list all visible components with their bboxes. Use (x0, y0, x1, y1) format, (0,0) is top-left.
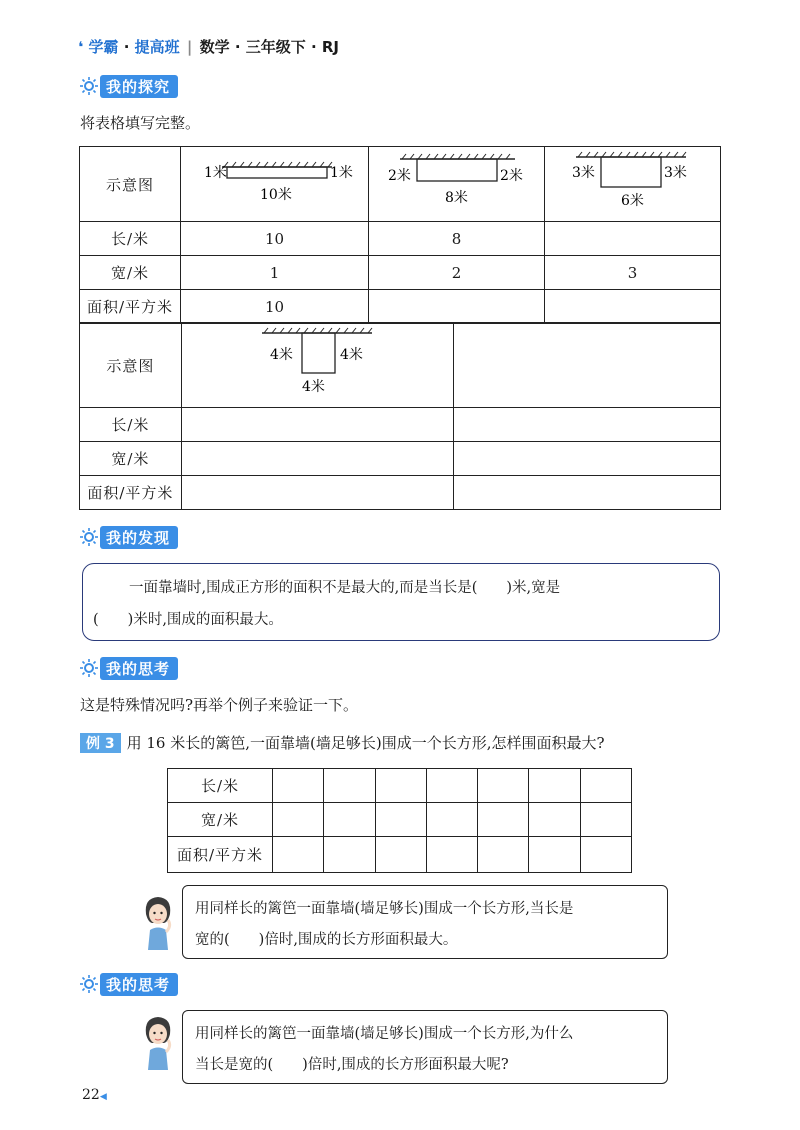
fence-diagram-3 (546, 147, 720, 217)
lightbulb-icon (80, 659, 98, 677)
width-cell-5[interactable] (453, 442, 720, 476)
fence-diagram-1 (182, 147, 368, 217)
ex-width-cell[interactable] (580, 803, 631, 837)
page-marker-icon: ◀ (99, 1092, 107, 1102)
ex-area-cell[interactable] (375, 837, 426, 873)
diagram-cell-2 (369, 147, 545, 222)
ex-length-cell[interactable] (375, 769, 426, 803)
ex-length-cell[interactable] (273, 769, 324, 803)
girl-character-icon (138, 892, 178, 952)
ex-width-cell[interactable] (375, 803, 426, 837)
section-discover (80, 526, 178, 548)
fence-diagram-2 (370, 147, 544, 217)
area-cell-1: 10 (181, 290, 369, 324)
section-think-1 (80, 657, 178, 679)
bubble-2-line-2: 当长是宽的( )倍时,围成的长方形面积最大呢? (195, 1057, 509, 1073)
lightbulb-icon (80, 975, 98, 993)
svg-text:1米: 1米 (329, 165, 353, 181)
table-exploration-2 (79, 322, 721, 510)
example-text: 用 16 米长的篱笆,一面靠墙(墙足够长)围成一个长方形,怎样围面积最大? (126, 734, 605, 752)
diagram-cell-5[interactable] (453, 323, 720, 408)
ex-width-cell[interactable] (426, 803, 477, 837)
speech-bubble-1 (182, 885, 668, 959)
svg-text:3米: 3米 (663, 165, 687, 181)
section-think-2-label: 我的思考 (100, 973, 178, 996)
length-cell-3[interactable] (545, 222, 721, 256)
page-header (78, 36, 339, 57)
section-think-1-label: 我的思考 (100, 657, 178, 680)
page-number (82, 1087, 107, 1103)
width-cell-3: 3 (545, 256, 721, 290)
svg-text:3米: 3米 (571, 165, 595, 181)
width-cell-4[interactable] (181, 442, 453, 476)
ex-area-cell[interactable] (580, 837, 631, 873)
page-number-value: 22 (82, 1087, 100, 1103)
header-sub: 提高班 (134, 38, 180, 56)
row-label-area: 面积/平方米 (80, 290, 181, 324)
ex-length-cell[interactable] (580, 769, 631, 803)
example-tag: 例 3 (80, 733, 121, 753)
discovery-line-1: 一面靠墙时,围成正方形的面积不是最大的,而是当长是( )米,宽是 (129, 580, 561, 596)
ex-row-label-area: 面积/平方米 (168, 837, 273, 873)
svg-text:4米: 4米 (340, 347, 364, 363)
area-cell-3[interactable] (545, 290, 721, 324)
row-label-diagram: 示意图 (80, 147, 181, 222)
question-text: 这是特殊情况吗?再举个例子来验证一下。 (80, 696, 359, 714)
ex-area-cell[interactable] (324, 837, 375, 873)
row-label-diagram-2: 示意图 (80, 323, 182, 408)
discovery-line-2: ( )米时,围成的面积最大。 (93, 612, 283, 628)
ex-length-cell[interactable] (426, 769, 477, 803)
header-dot: · (123, 38, 130, 56)
width-cell-1: 1 (181, 256, 369, 290)
ex-length-cell[interactable] (478, 769, 529, 803)
header-separator: | (186, 38, 193, 56)
bubble-1-line-1: 用同样长的篱笆一面靠墙(墙足够长)围成一个长方形,当长是 (195, 901, 574, 917)
lightbulb-icon (80, 77, 98, 95)
table-exploration-1 (79, 146, 721, 324)
section-think-2 (80, 973, 178, 995)
svg-text:2米: 2米 (387, 168, 411, 184)
discovery-box (82, 563, 720, 641)
length-cell-5[interactable] (453, 408, 720, 442)
area-cell-2[interactable] (369, 290, 545, 324)
svg-text:8米: 8米 (444, 190, 468, 206)
length-cell-1: 10 (181, 222, 369, 256)
instruction-text: 将表格填写完整。 (80, 114, 201, 132)
length-cell-4[interactable] (181, 408, 453, 442)
diagram-cell-1 (181, 147, 369, 222)
row-label-width-2: 宽/米 (80, 442, 182, 476)
row-label-area-2: 面积/平方米 (80, 476, 182, 510)
ex-length-cell[interactable] (324, 769, 375, 803)
speech-bubble-2 (182, 1010, 668, 1084)
width-cell-2: 2 (369, 256, 545, 290)
row-label-length: 长/米 (80, 222, 181, 256)
area-cell-4[interactable] (181, 476, 453, 510)
girl-character-icon (138, 1012, 178, 1072)
ex-area-cell[interactable] (529, 837, 580, 873)
table-example-3 (167, 768, 632, 873)
svg-text:4米: 4米 (270, 347, 294, 363)
svg-text:4米: 4米 (302, 379, 326, 395)
fence-diagram-4 (182, 323, 452, 403)
ex-width-cell[interactable] (478, 803, 529, 837)
svg-text:6米: 6米 (620, 193, 644, 209)
header-subject: 数学 · 三年级下 · RJ (199, 38, 340, 56)
ex-length-cell[interactable] (529, 769, 580, 803)
ex-area-cell[interactable] (273, 837, 324, 873)
section-explore-label: 我的探究 (100, 75, 178, 98)
ex-width-cell[interactable] (273, 803, 324, 837)
bubble-1-line-2: 宽的( )倍时,围成的长方形面积最大。 (195, 932, 458, 948)
ex-row-label-length: 长/米 (168, 769, 273, 803)
bubble-2-line-1: 用同样长的篱笆一面靠墙(墙足够长)围成一个长方形,为什么 (195, 1026, 574, 1042)
example-3 (80, 732, 605, 753)
svg-text:2米: 2米 (499, 168, 523, 184)
row-label-length-2: 长/米 (80, 408, 182, 442)
lightbulb-icon (80, 528, 98, 546)
ex-width-cell[interactable] (529, 803, 580, 837)
ex-area-cell[interactable] (478, 837, 529, 873)
area-cell-5[interactable] (453, 476, 720, 510)
svg-text:10米: 10米 (259, 187, 292, 203)
row-label-width: 宽/米 (80, 256, 181, 290)
ex-width-cell[interactable] (324, 803, 375, 837)
section-explore (80, 75, 178, 97)
diagram-cell-3 (545, 147, 721, 222)
length-cell-2: 8 (369, 222, 545, 256)
svg-text:1米: 1米 (203, 165, 227, 181)
ex-area-cell[interactable] (426, 837, 477, 873)
header-brand: 学霸 (88, 38, 119, 56)
diagram-cell-4 (181, 323, 453, 408)
header-logo-icon: ❛ (78, 38, 84, 56)
ex-row-label-width: 宽/米 (168, 803, 273, 837)
section-discover-label: 我的发现 (100, 526, 178, 549)
